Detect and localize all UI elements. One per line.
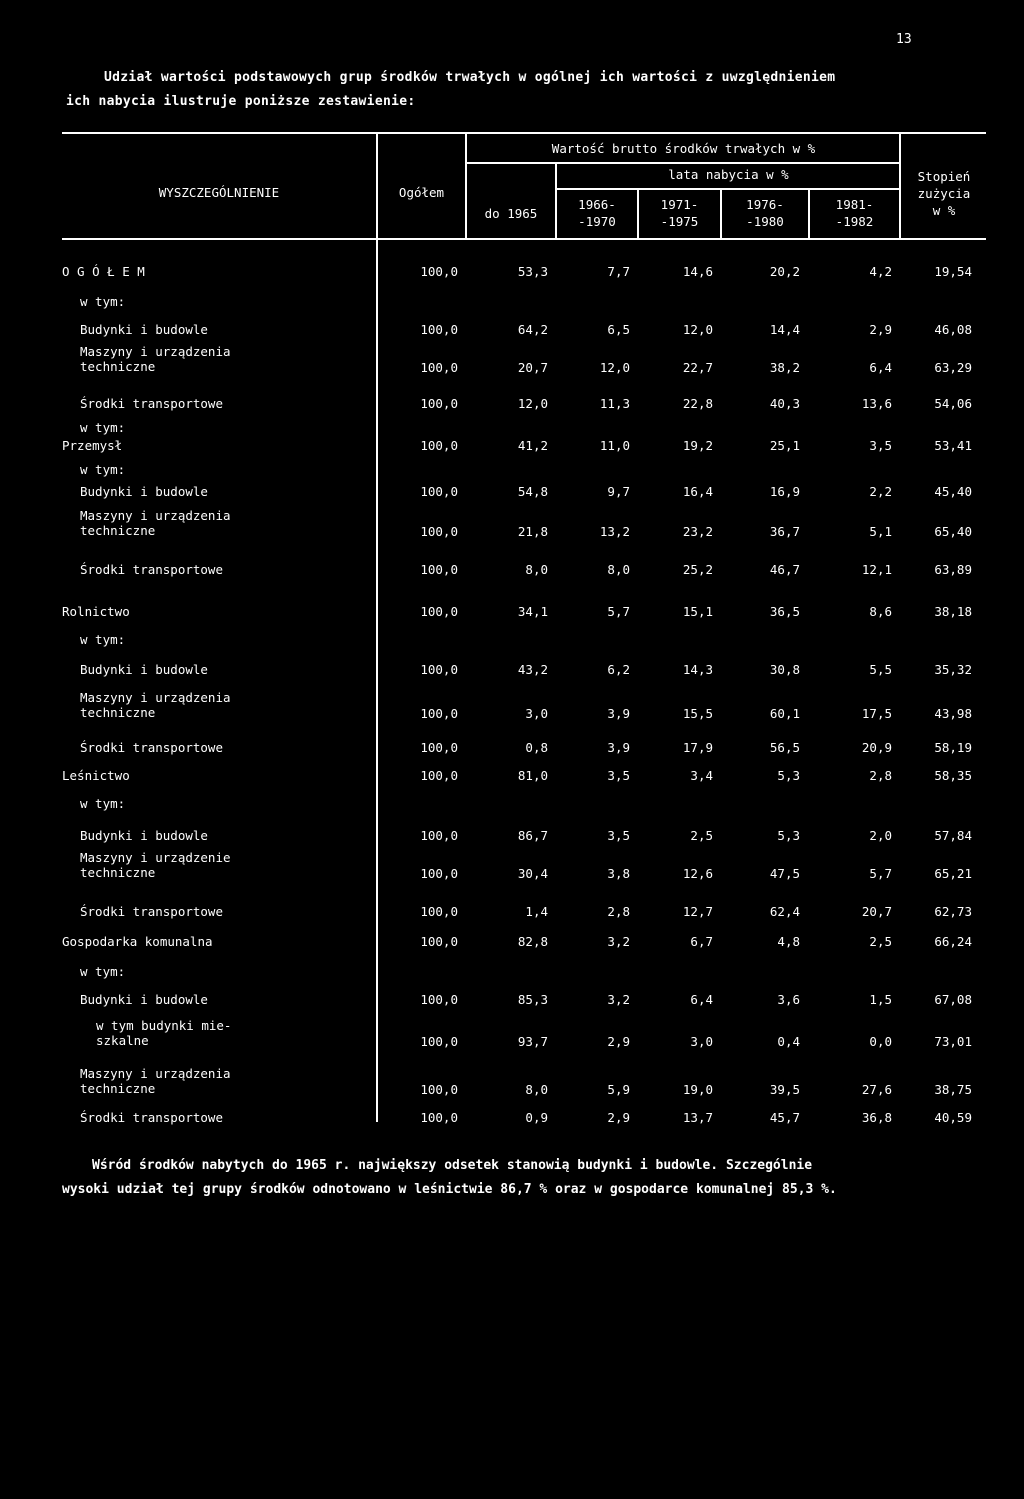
row-label xyxy=(80,420,125,435)
cell-value: 3,6 xyxy=(777,992,800,1007)
cell-value: 23,2 xyxy=(682,524,713,539)
row-label-line: szkalne xyxy=(96,1033,149,1048)
row-label-line: Przemysł xyxy=(62,438,123,453)
row-label-line: w tym budynki mie- xyxy=(96,1018,232,1033)
cell-value: 41,2 xyxy=(517,438,548,453)
row-label-line: techniczne xyxy=(80,1081,156,1096)
row-label-line: w tym: xyxy=(80,294,126,309)
cell-value: 3,5 xyxy=(607,828,630,843)
cell-value: 100,0 xyxy=(420,484,458,499)
cell-value: 35,32 xyxy=(934,662,972,677)
cell-value: 100,0 xyxy=(420,662,458,677)
cell-value: 62,4 xyxy=(769,904,800,919)
row-label xyxy=(80,462,125,477)
cell-value: 56,5 xyxy=(769,740,800,755)
row-label xyxy=(80,904,223,919)
row-label-line: O G Ó Ł E M xyxy=(62,264,145,279)
cell-value: 45,40 xyxy=(934,484,972,499)
cell-value: 43,2 xyxy=(517,662,548,677)
cell-value: 9,7 xyxy=(607,484,630,499)
header-period-1965: do 1965 xyxy=(484,206,538,221)
cell-value: 38,18 xyxy=(934,604,972,619)
cell-value: 2,9 xyxy=(607,1110,630,1125)
cell-value: 2,0 xyxy=(869,828,892,843)
header-period-1971: 1971- -1975 xyxy=(660,197,699,229)
row-label-line: Środki transportowe xyxy=(80,396,223,411)
row-label xyxy=(80,508,231,538)
row-label-line: w tym: xyxy=(80,796,126,811)
cell-value: 8,0 xyxy=(525,562,548,577)
cell-value: 86,7 xyxy=(517,828,548,843)
row-label-line: Budynki i budowle xyxy=(80,484,208,499)
row-label xyxy=(62,604,130,619)
cell-value: 3,0 xyxy=(690,1034,713,1049)
cell-value: 60,1 xyxy=(769,706,800,721)
cell-value: 5,7 xyxy=(607,604,630,619)
cell-value: 5,1 xyxy=(869,524,892,539)
cell-value: 12,7 xyxy=(682,904,713,919)
cell-value: 2,9 xyxy=(607,1034,630,1049)
cell-value: 66,24 xyxy=(934,934,972,949)
cell-value: 58,35 xyxy=(934,768,972,783)
cell-value: 100,0 xyxy=(420,264,458,279)
cell-value: 12,0 xyxy=(682,322,713,337)
cell-value: 2,5 xyxy=(869,934,892,949)
cell-value: 6,7 xyxy=(690,934,713,949)
row-label-line: Maszyny i urządzenia xyxy=(80,508,231,523)
cell-value: 100,0 xyxy=(420,992,458,1007)
cell-value: 5,5 xyxy=(869,662,892,677)
cell-value: 100,0 xyxy=(420,1110,458,1125)
cell-value: 5,7 xyxy=(869,866,892,881)
row-label xyxy=(80,484,208,499)
cell-value: 30,4 xyxy=(517,866,548,881)
cell-value: 27,6 xyxy=(861,1082,892,1097)
row-label-line: Budynki i budowle xyxy=(80,662,208,677)
header-rule-years xyxy=(555,188,900,190)
cell-value: 40,3 xyxy=(769,396,800,411)
cell-value: 20,7 xyxy=(517,360,548,375)
row-label-line: Środki transportowe xyxy=(80,904,223,919)
cell-value: 100,0 xyxy=(420,1082,458,1097)
cell-value: 6,2 xyxy=(607,662,630,677)
cell-value: 67,08 xyxy=(934,992,972,1007)
cell-value: 36,8 xyxy=(861,1110,892,1125)
cell-value: 14,6 xyxy=(682,264,713,279)
cell-value: 22,7 xyxy=(682,360,713,375)
cell-value: 34,1 xyxy=(517,604,548,619)
cell-value: 30,8 xyxy=(769,662,800,677)
cell-value: 4,2 xyxy=(869,264,892,279)
cell-value: 2,8 xyxy=(607,904,630,919)
intro-line-2: ich nabycia ilustruje poniższe zestawienie: xyxy=(66,94,416,109)
row-label-line: Budynki i budowle xyxy=(80,992,208,1007)
cell-value: 3,8 xyxy=(607,866,630,881)
cell-value: 19,2 xyxy=(682,438,713,453)
row-label-line: Środki transportowe xyxy=(80,740,223,755)
row-label xyxy=(62,768,130,783)
cell-value: 15,1 xyxy=(682,604,713,619)
row-label xyxy=(96,1018,231,1048)
cell-value: 3,5 xyxy=(869,438,892,453)
cell-value: 38,75 xyxy=(934,1082,972,1097)
cell-value: 100,0 xyxy=(420,524,458,539)
cell-value: 5,9 xyxy=(607,1082,630,1097)
header-rule-gross xyxy=(465,162,900,164)
cell-value: 3,2 xyxy=(607,992,630,1007)
row-label xyxy=(80,562,223,577)
cell-value: 38,2 xyxy=(769,360,800,375)
row-label-line: Maszyny i urządzenia xyxy=(80,1066,231,1081)
cell-value: 100,0 xyxy=(420,828,458,843)
row-label xyxy=(62,934,213,949)
cell-value: 1,5 xyxy=(869,992,892,1007)
cell-value: 20,2 xyxy=(769,264,800,279)
header-total: Ogółem xyxy=(398,185,445,200)
page-number: 13 xyxy=(896,32,912,47)
cell-value: 100,0 xyxy=(420,322,458,337)
row-label-line: w tym: xyxy=(80,964,126,979)
cell-value: 17,5 xyxy=(861,706,892,721)
cell-value: 100,0 xyxy=(420,1034,458,1049)
cell-value: 25,1 xyxy=(769,438,800,453)
row-label xyxy=(80,662,208,677)
cell-value: 0,9 xyxy=(525,1110,548,1125)
cell-value: 47,5 xyxy=(769,866,800,881)
row-label-line: techniczne xyxy=(80,705,156,720)
row-label-line: Budynki i budowle xyxy=(80,828,208,843)
row-label-line: techniczne xyxy=(80,359,156,374)
row-label xyxy=(80,344,231,374)
cell-value: 2,2 xyxy=(869,484,892,499)
row-label-line: w tym: xyxy=(80,632,126,647)
cell-value: 62,73 xyxy=(934,904,972,919)
cell-value: 82,8 xyxy=(517,934,548,949)
row-label-line: w tym: xyxy=(80,462,126,477)
cell-value: 46,08 xyxy=(934,322,972,337)
row-label xyxy=(80,992,208,1007)
cell-value: 19,0 xyxy=(682,1082,713,1097)
cell-value: 12,1 xyxy=(861,562,892,577)
table-top-rule xyxy=(62,132,986,134)
cell-value: 13,2 xyxy=(599,524,630,539)
cell-value: 16,4 xyxy=(682,484,713,499)
header-years-group: lata nabycia w % xyxy=(668,167,789,182)
cell-value: 100,0 xyxy=(420,604,458,619)
row-label xyxy=(80,322,208,337)
cell-value: 21,8 xyxy=(517,524,548,539)
cell-value: 6,4 xyxy=(869,360,892,375)
cell-value: 13,7 xyxy=(682,1110,713,1125)
cell-value: 0,0 xyxy=(869,1034,892,1049)
header-gross-value: Wartość brutto środków trwałych w % xyxy=(551,141,816,156)
cell-value: 46,7 xyxy=(769,562,800,577)
cell-value: 100,0 xyxy=(420,396,458,411)
cell-value: 0,4 xyxy=(777,1034,800,1049)
row-label-line: Budynki i budowle xyxy=(80,322,208,337)
cell-value: 6,4 xyxy=(690,992,713,1007)
cell-value: 63,29 xyxy=(934,360,972,375)
cell-value: 2,8 xyxy=(869,768,892,783)
cell-value: 11,3 xyxy=(599,396,630,411)
cell-value: 14,4 xyxy=(769,322,800,337)
cell-value: 3,9 xyxy=(607,706,630,721)
footer-line-2: wysoki udział tej grupy środków odnotowano w leśnictwie 86,7 % oraz w gospodarce komunalnej 85,3 %. xyxy=(62,1182,837,1197)
cell-value: 57,84 xyxy=(934,828,972,843)
row-label-line: techniczne xyxy=(80,865,156,880)
cell-value: 100,0 xyxy=(420,866,458,881)
cell-value: 17,9 xyxy=(682,740,713,755)
cell-value: 1,4 xyxy=(525,904,548,919)
header-period-1966: 1966- -1970 xyxy=(578,197,616,229)
cell-value: 5,3 xyxy=(777,828,800,843)
row-label xyxy=(62,438,122,453)
cell-value: 13,6 xyxy=(861,396,892,411)
cell-value: 2,9 xyxy=(869,322,892,337)
column-divider-item xyxy=(376,132,378,1122)
cell-value: 85,3 xyxy=(517,992,548,1007)
row-label xyxy=(80,964,125,979)
cell-value: 8,0 xyxy=(525,1082,548,1097)
cell-value: 19,54 xyxy=(934,264,972,279)
cell-value: 11,0 xyxy=(599,438,630,453)
header-period-1981: 1981- -1982 xyxy=(835,197,874,229)
cell-value: 3,4 xyxy=(690,768,713,783)
cell-value: 3,9 xyxy=(607,740,630,755)
row-label-line: Leśnictwo xyxy=(62,768,130,783)
row-label xyxy=(80,690,231,720)
cell-value: 16,9 xyxy=(769,484,800,499)
row-label xyxy=(80,796,125,811)
cell-value: 43,98 xyxy=(934,706,972,721)
row-label-line: w tym: xyxy=(80,420,126,435)
cell-value: 14,3 xyxy=(682,662,713,677)
cell-value: 3,5 xyxy=(607,768,630,783)
cell-value: 20,7 xyxy=(861,904,892,919)
cell-value: 40,59 xyxy=(934,1110,972,1125)
cell-value: 54,06 xyxy=(934,396,972,411)
row-label-line: techniczne xyxy=(80,523,156,538)
row-label-line: Środki transportowe xyxy=(80,562,223,577)
cell-value: 100,0 xyxy=(420,934,458,949)
cell-value: 0,8 xyxy=(525,740,548,755)
row-label xyxy=(80,850,231,880)
row-label xyxy=(80,828,208,843)
cell-value: 58,19 xyxy=(934,740,972,755)
cell-value: 4,8 xyxy=(777,934,800,949)
header-bottom-rule xyxy=(62,238,986,240)
cell-value: 25,2 xyxy=(682,562,713,577)
cell-value: 7,7 xyxy=(607,264,630,279)
row-label xyxy=(80,740,223,755)
cell-value: 6,5 xyxy=(607,322,630,337)
cell-value: 12,0 xyxy=(517,396,548,411)
cell-value: 20,9 xyxy=(861,740,892,755)
row-label-line: Rolnictwo xyxy=(62,604,130,619)
cell-value: 63,89 xyxy=(934,562,972,577)
cell-value: 64,2 xyxy=(517,322,548,337)
cell-value: 5,3 xyxy=(777,768,800,783)
intro-line-1: Udział wartości podstawowych grup środków trwałych w ogólnej ich wartości z uwzględnieniem xyxy=(104,70,836,85)
cell-value: 3,2 xyxy=(607,934,630,949)
row-label-line: Maszyny i urządzenia xyxy=(80,344,231,359)
cell-value: 73,01 xyxy=(934,1034,972,1049)
row-label xyxy=(80,1066,231,1096)
row-label xyxy=(62,264,145,279)
cell-value: 100,0 xyxy=(420,904,458,919)
row-label xyxy=(80,294,125,309)
cell-value: 22,8 xyxy=(682,396,713,411)
cell-value: 36,7 xyxy=(769,524,800,539)
cell-value: 100,0 xyxy=(420,438,458,453)
cell-value: 8,0 xyxy=(607,562,630,577)
cell-value: 81,0 xyxy=(517,768,548,783)
cell-value: 12,0 xyxy=(599,360,630,375)
row-label-line: Środki transportowe xyxy=(80,1110,223,1125)
cell-value: 100,0 xyxy=(420,360,458,375)
row-label-line: Maszyny i urządzenie xyxy=(80,850,231,865)
cell-value: 2,5 xyxy=(690,828,713,843)
cell-value: 39,5 xyxy=(769,1082,800,1097)
cell-value: 53,3 xyxy=(517,264,548,279)
cell-value: 100,0 xyxy=(420,706,458,721)
row-label xyxy=(80,1110,223,1125)
cell-value: 3,0 xyxy=(525,706,548,721)
row-label xyxy=(80,396,223,411)
header-wear: Stopień zużycia w % xyxy=(917,169,971,218)
cell-value: 15,5 xyxy=(682,706,713,721)
header-period-1976: 1976- -1980 xyxy=(746,197,784,229)
cell-value: 100,0 xyxy=(420,768,458,783)
cell-value: 45,7 xyxy=(769,1110,800,1125)
cell-value: 65,40 xyxy=(934,524,972,539)
cell-value: 8,6 xyxy=(869,604,892,619)
header-item: WYSZCZEGÓLNIENIE xyxy=(158,185,280,200)
row-label-line: Maszyny i urządzenia xyxy=(80,690,231,705)
footer-line-1: Wśród środków nabytych do 1965 r. największy odsetek stanowią budynki i budowle. Szczególnie xyxy=(92,1158,813,1173)
cell-value: 65,21 xyxy=(934,866,972,881)
cell-value: 53,41 xyxy=(934,438,972,453)
cell-value: 93,7 xyxy=(517,1034,548,1049)
cell-value: 36,5 xyxy=(769,604,800,619)
cell-value: 100,0 xyxy=(420,562,458,577)
cell-value: 54,8 xyxy=(517,484,548,499)
cell-value: 100,0 xyxy=(420,740,458,755)
row-label-line: Gospodarka komunalna xyxy=(62,934,213,949)
cell-value: 12,6 xyxy=(682,866,713,881)
row-label xyxy=(80,632,125,647)
